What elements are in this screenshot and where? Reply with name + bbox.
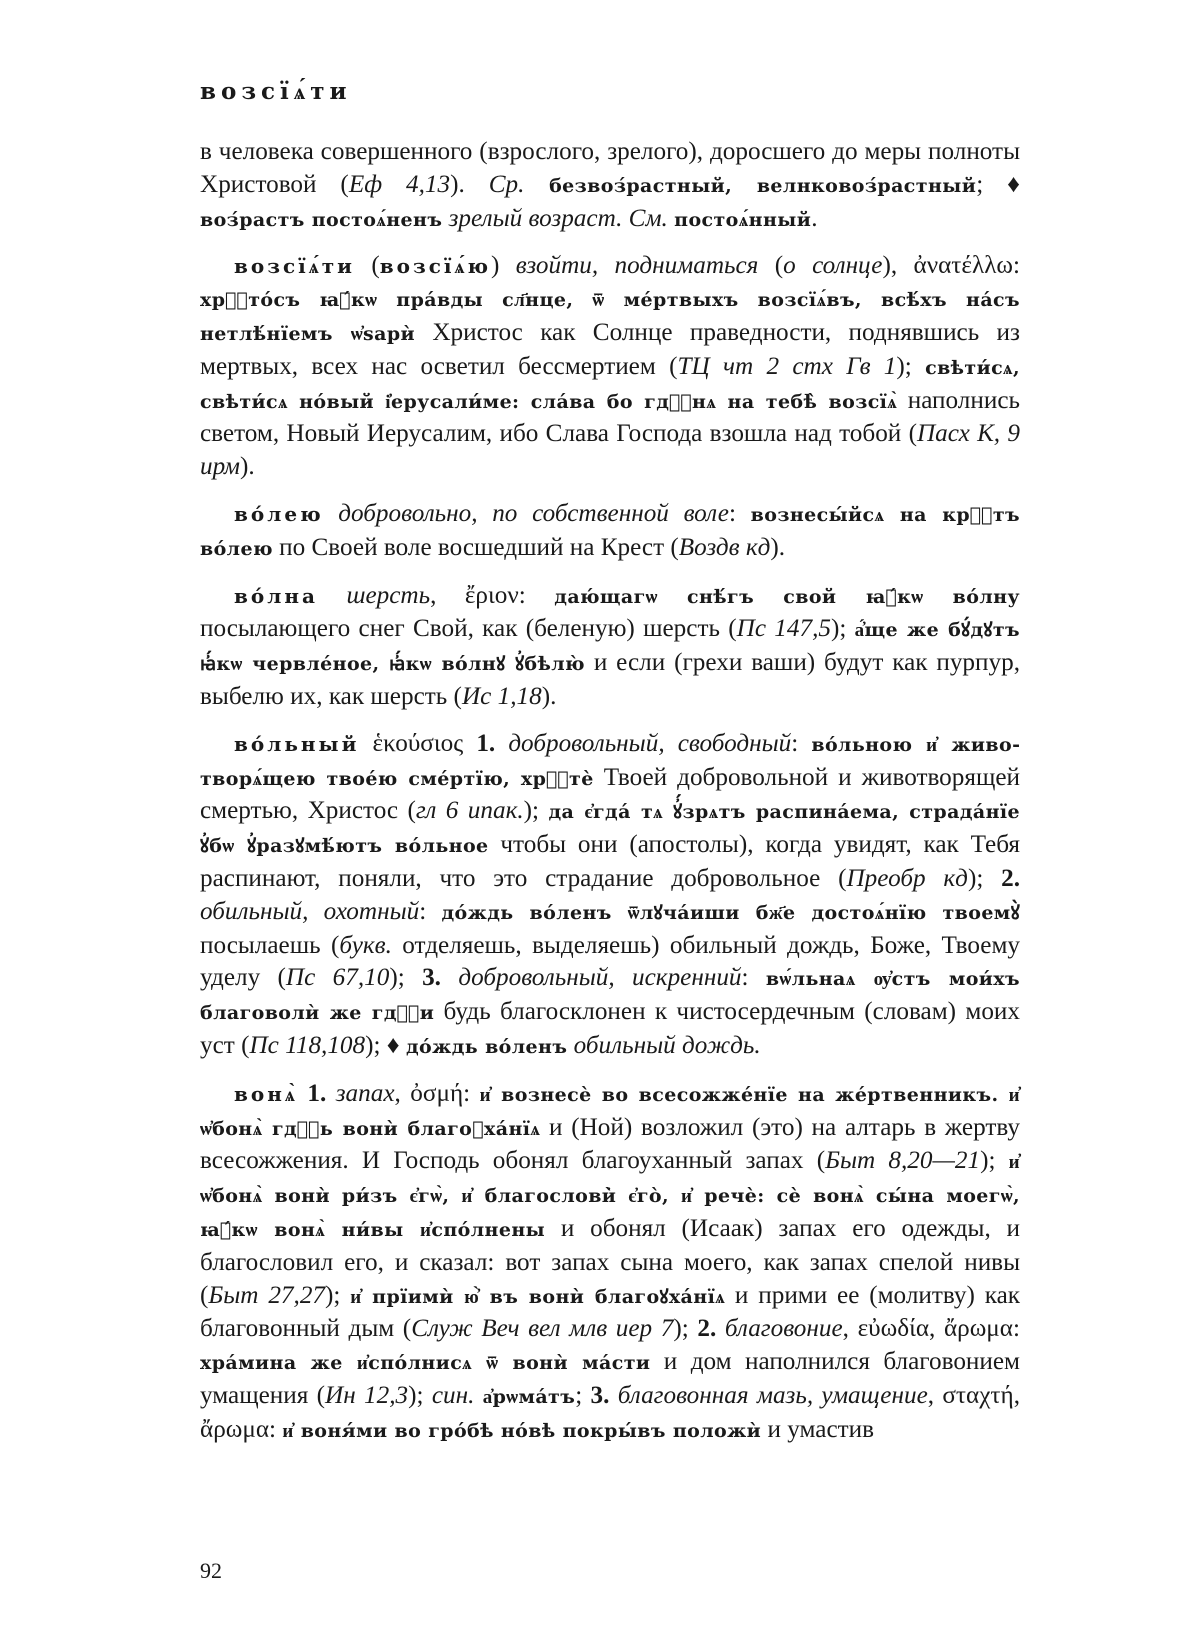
italic-text: Пасх К, 9 ирм (200, 420, 1020, 481)
headword: во́лею (234, 501, 324, 526)
italic-text: Быт 27,27 (208, 1281, 326, 1309)
slavonic-text: а҆́ще же бꙋ́дꙋтъ ꙗ҆́кѡ червле́ное, ꙗ҆́кѡ во́лнꙋ ꙋ҆бѣлю̀ (200, 619, 1021, 676)
italic-text: шерсть (346, 581, 431, 609)
slavonic-text: вѡ́льнаѧ ѹ҆стъ мои́хъ благоволѝ же гдⷭ҇и (200, 968, 1021, 1025)
slavonic-text: хрⷭ҇то́съ ꙗ҆́кѡ пра́вды сл҃нце, ѿ ме́ртвыхъ возсїѧ́въ, всѣ́хъ на́съ нетлѣ́нїемъ ѡ҆ѕарѝ (200, 289, 1020, 345)
plain-text: ); (673, 1315, 698, 1343)
plain-text: и обонял (Исаак) запах его одежды, и благословил его, и сказал: вот запах сына моего, как запах спелой нивы ( (200, 1214, 1021, 1309)
dictionary-page (200, 78, 1020, 1461)
slavonic-text: до́ждь во́ленъ ѿлꙋча́иши бж҃е достоѧ́нїю твоемꙋ̀ (441, 901, 1021, 924)
plain-text: и (Ной) возложил (это) на алтарь в жертву всесожжения. И Господь обонял благоуханный запах ( (200, 1113, 1020, 1175)
italic-text: гл 6 ипак. (415, 797, 524, 825)
italic-text: взойти, подниматься (515, 252, 759, 280)
slavonic-text: вознесы́йсѧ на крⷭ҇тъ во́лею (200, 503, 1020, 560)
plain-text (495, 730, 508, 757)
plain-text: ); (389, 964, 423, 992)
plain-text: и если (грехи ваши) будут как пурпур, выбелю их, как шерсть ( (200, 649, 1020, 710)
plain-text (298, 1080, 307, 1107)
plain-text: : (791, 729, 812, 757)
plain-text: , εὐωδία, ἄρωμα: (842, 1315, 1020, 1343)
italic-text: запах (335, 1079, 395, 1107)
italic-text: обильный дождь. (573, 1031, 761, 1059)
italic-text: Еф 4,13 (348, 170, 451, 198)
entry-continuation (200, 136, 1020, 236)
italic-text: син. (431, 1381, 475, 1409)
plain-text: ). (450, 170, 489, 198)
plain-text: по Своей воле восшедший на Крест ( (272, 533, 679, 561)
slavonic-text: до́ждь во́ленъ (405, 1035, 568, 1058)
headword: во́лна (234, 583, 318, 608)
entry-vonya (200, 1078, 1020, 1448)
plain-text: , ὀσμή: (394, 1079, 480, 1107)
slavonic-text: хра́мина же и҆спо́лнисѧ ѿ вонѝ ма́сти (200, 1352, 651, 1375)
plain-text: наполнись светом, Новый Иерусалим, ибо Слава Господа взошла над тобой ( (200, 386, 1020, 448)
slavonic-text: и҆ воня́ми во гро́бѣ но́вѣ покры́въ положѝ (282, 1419, 762, 1442)
plain-text: чтобы они (апостолы), когда увидят, как Тебя распинают, поняли, что это страдание добровольное ( (200, 831, 1020, 892)
plain-text: ); (830, 615, 855, 643)
italic-text: ТЦ чт 2 стх Гв 1 (677, 352, 897, 380)
italic-text: Пс 147,5 (736, 615, 831, 643)
plain-text: ). (770, 533, 786, 561)
plain-text: отделяешь, выделяешь) обильный дождь, Боже, Твоему уделу ( (200, 931, 1020, 992)
italic-text: добровольный, свободный (508, 729, 792, 757)
italic-text: Пс 118,108 (249, 1031, 366, 1059)
plain-text: ( (758, 252, 784, 280)
entry-volnyi (200, 728, 1020, 1064)
plain-text (318, 582, 347, 609)
plain-text: в человека совершенного (взрослого, зрелого), доросшего до меры полноты Христовой ( (200, 138, 1020, 198)
plain-text: ἑκούσιος (359, 729, 477, 757)
sense-number: 3. (590, 1381, 610, 1409)
italic-text: Быт 8,20—21 (825, 1147, 981, 1175)
plain-text: ( (355, 252, 380, 280)
plain-text (441, 964, 458, 991)
slavonic-text: и҆ ѡ҆бонѧ̀ вонѝ ри́зъ є҆гѡ̀, и҆ благослови̇̀ є҆го̀, и҆ речѐ: сѐ вонѧ̀ сы́на моегѡ̀, ꙗ҆́кѡ вонѧ̀ ни́вы и҆спо́лнены (200, 1151, 1020, 1241)
italic-text: благовонная мазь, умащение (617, 1381, 928, 1409)
italic-text: Ср. (488, 170, 525, 198)
slavonic-text: безвоз́растный, велнковоз́растный (524, 174, 977, 197)
sense-number: 1. (307, 1079, 327, 1107)
italic-text: благовоние (724, 1315, 843, 1343)
italic-text: Служ Веч вел млв иер 7 (411, 1315, 674, 1343)
slavonic-text: свѣти́сѧ, свѣти́сѧ но́вый і҆ерусали́ме: сла́ва бо гдⷭ҇нѧ на тебѣ̀ возсїѧ̀ (200, 356, 1020, 413)
slavonic-text: даю́щагѡ снѣ́гъ свой ꙗ҆́кѡ во́лну (554, 585, 1020, 608)
italic-text: добровольный, искренний (458, 964, 742, 992)
entry-vozsiati (200, 250, 1020, 484)
sense-number: 2. (697, 1315, 717, 1343)
italic-text: о солнце (783, 252, 883, 280)
plain-text: ; ♦ (976, 170, 1020, 198)
slavonic-text: воз́растъ постоѧ́ненъ (200, 208, 443, 231)
entry-volna (200, 580, 1020, 714)
italic-text: Воздв кд (678, 533, 771, 561)
slavonic-text: постоѧ́нный (674, 208, 812, 231)
plain-text: ) (491, 252, 516, 280)
italic-text: Ис 1,18 (461, 682, 542, 710)
plain-text: . (811, 204, 818, 232)
plain-text: ); ♦ (365, 1031, 406, 1059)
plain-text: ); (325, 1281, 351, 1309)
italic-text: Преобр кд (846, 864, 968, 892)
plain-text: ). (240, 453, 255, 481)
plain-text: ); (896, 352, 926, 380)
plain-text: ); (523, 797, 549, 825)
plain-text: : (728, 499, 751, 527)
italic-text: зрелый возраст. См. (448, 204, 668, 232)
headword: возсїѧ́ю (379, 254, 492, 279)
slavonic-text: во́льною и҆ животворѧ́щею твое́ю сме́ртїю, хрⷭ҇тѐ (200, 733, 1020, 790)
headword: во́льный (234, 731, 360, 756)
plain-text: Христос как Солнце праведности, поднявшись из мертвых, всех нас осветил бессмертием ( (200, 318, 1020, 380)
sense-number: 3. (422, 964, 441, 992)
entries-column (200, 136, 1020, 1447)
page-number: 92 (200, 1558, 222, 1583)
plain-text: и умастив (761, 1415, 875, 1443)
sense-number: 1. (476, 729, 496, 757)
headword: вонѧ̀ (234, 1081, 298, 1106)
slavonic-text: да є҆гда́ тѧ ꙋ҆́зрѧтъ распина́ема, страда́нїе ꙋ҆бѡ ꙋ҆разꙋмѣ́ютъ во́льное (200, 801, 1021, 858)
slavonic-text: и҆ вознесѐ во всесожже́нїе на же́ртвенникъ. и҆ ѡ҆бонѧ̀ гдⷭ҇ь вонѝ благоꙋха́нїѧ (200, 1083, 1021, 1140)
plain-text: , σταχτή, ἄρωμα: (200, 1381, 1021, 1443)
italic-text: добровольно, по собственной воле (338, 499, 729, 527)
plain-text: ); (980, 1147, 1009, 1175)
plain-text: ); (967, 864, 1002, 892)
plain-text: Твоей добровольной и животворящей смертью, Христос ( (200, 763, 1021, 825)
plain-text: : (741, 964, 766, 992)
italic-text: Ин 12,3 (325, 1381, 409, 1409)
plain-text: будь благосклонен к чистосердечным (словам) моих уст ( (200, 998, 1020, 1059)
italic-text: Пс 67,10 (285, 964, 390, 992)
italic-text: букв. (339, 931, 392, 959)
plain-text: посылаешь ( (200, 931, 340, 959)
plain-text: ; (575, 1381, 591, 1409)
plain-text (609, 1382, 617, 1409)
slavonic-text: и҆ прїимѝ ю҆̀ въ вонѝ благоꙋха́нїѧ (350, 1285, 726, 1308)
plain-text: и прими ее (молитву) как благовонный дым ( (200, 1281, 1020, 1343)
italic-text: обильный, охотный (200, 897, 420, 925)
slavonic-text: а҆рѡма́тъ (482, 1385, 576, 1408)
sense-number: 2. (1001, 864, 1020, 892)
running-head: возсїѧ́ти (200, 78, 352, 105)
plain-text (324, 500, 339, 527)
plain-text: и дом наполнился благовонием умащения ( (200, 1348, 1020, 1409)
plain-text: ); (408, 1381, 432, 1409)
plain-text (716, 1315, 725, 1342)
plain-text: посылающего снег Свой, как (беленую) шерсть ( (200, 615, 737, 643)
plain-text: ), ἀνατέλλω: (882, 252, 1020, 280)
plain-text: ). (541, 682, 557, 710)
entry-voleyu (200, 498, 1020, 566)
plain-text (326, 1080, 335, 1107)
plain-text (474, 1382, 482, 1409)
plain-text: , ἔριον: (430, 581, 555, 609)
plain-text: : (419, 897, 442, 925)
headword: возсїѧ́ти (234, 254, 356, 279)
